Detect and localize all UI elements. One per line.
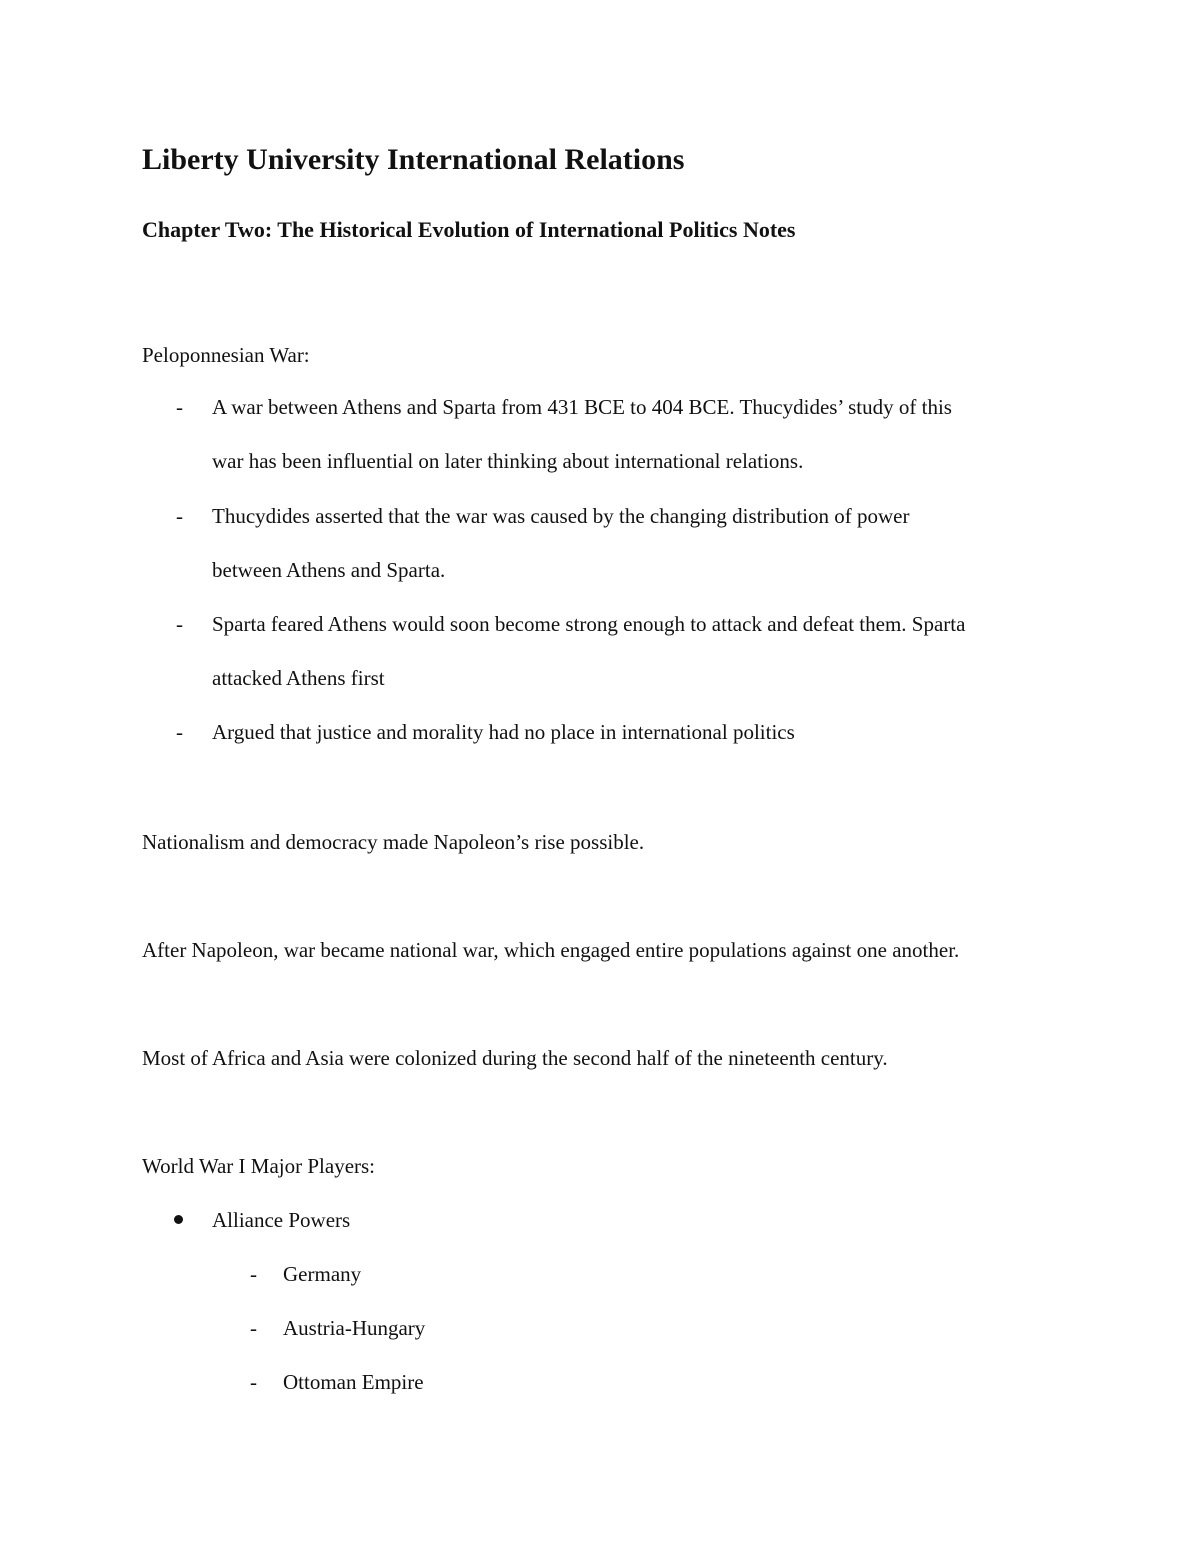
dash-marker: -: [250, 1370, 257, 1394]
statement-napoleon-rise: Nationalism and democracy made Napoleon’s rise possible.: [142, 830, 645, 854]
list-item-text: A war between Athens and Sparta from 431 BCE to 404 BCE. Thucydides’ study of this war has been influential on later thinking about international relations.: [212, 395, 952, 473]
list-item: [142, 1367, 1042, 1397]
list-item: [142, 380, 1082, 488]
list-item-text: Argued that justice and morality had no place in international politics: [212, 720, 795, 744]
dash-marker: -: [176, 612, 183, 636]
dash-marker: -: [176, 395, 183, 419]
list-item: [142, 489, 1082, 597]
statement-colonization: Most of Africa and Asia were colonized during the second half of the nineteenth century.: [142, 1046, 888, 1070]
dash-marker: -: [176, 720, 183, 744]
dash-marker: -: [250, 1316, 257, 1340]
dash-marker: -: [176, 504, 183, 528]
ww1-heading: World War I Major Players:: [142, 1154, 376, 1178]
bullet-dot-icon: [174, 1215, 183, 1224]
member-austria-hungary: Austria-Hungary: [283, 1316, 426, 1340]
list-item-text: Thucydides asserted that the war was caused by the changing distribution of power between Athens and Sparta.: [212, 504, 910, 582]
dash-marker: -: [250, 1262, 257, 1286]
list-item: [142, 597, 1082, 705]
alliance-powers-label: Alliance Powers: [212, 1208, 351, 1232]
statement-national-war: After Napoleon, war became national war, which engaged entire populations against one another.: [142, 938, 960, 962]
list-item: [142, 1259, 1042, 1289]
chapter-subtitle: Chapter Two: The Historical Evolution of International Politics Notes: [142, 217, 796, 242]
peloponnesian-heading: Peloponnesian War:: [142, 343, 310, 367]
list-item: [142, 1205, 1042, 1235]
list-item: [142, 705, 1082, 759]
member-germany: Germany: [283, 1262, 362, 1286]
list-item-text: Sparta feared Athens would soon become strong enough to attack and defeat them. Sparta attacked Athens first: [212, 612, 966, 690]
member-ottoman-empire: Ottoman Empire: [283, 1370, 424, 1394]
document-title: Liberty University International Relations: [142, 143, 685, 176]
list-item: [142, 1313, 1042, 1343]
